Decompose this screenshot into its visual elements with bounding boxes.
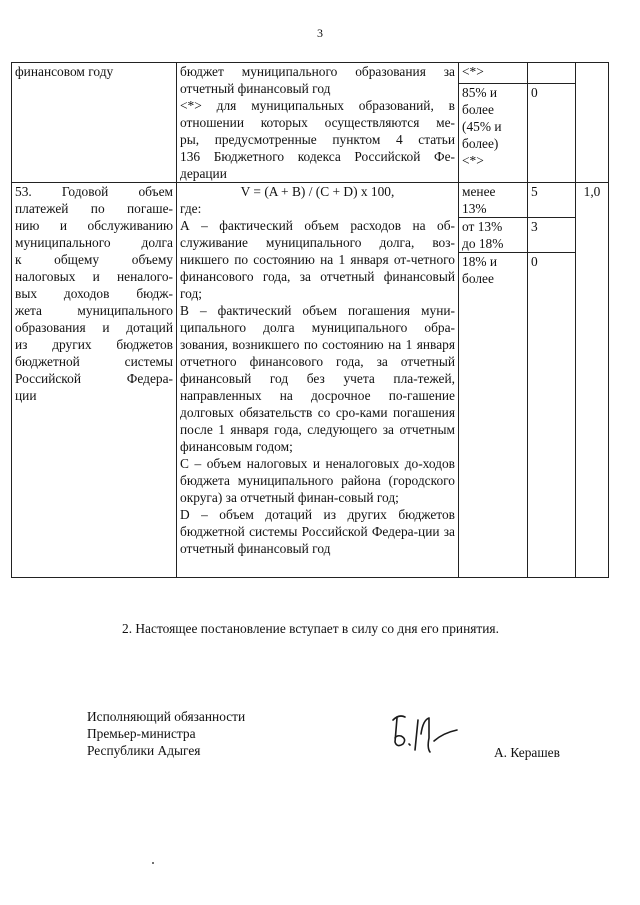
- prev-score-2: [528, 83, 576, 182]
- prev-condition-2-line: более): [462, 135, 499, 151]
- row53-condition-3-line: более: [462, 271, 494, 286]
- row53-condition-2-line: до 18%: [462, 236, 504, 251]
- row53-indicator-line: платежей по погаше-: [15, 201, 173, 216]
- row53-where: где:: [180, 201, 202, 216]
- row53-condition-1-line: 13%: [462, 201, 487, 216]
- prev-condition-1-text: <*>: [462, 64, 484, 79]
- prev-formula-line-7: дерации: [180, 166, 227, 181]
- prev-formula-line-4: отношении которых осуществляются ме-: [180, 115, 455, 130]
- prev-formula-line-2: отчетный финансовый год: [180, 81, 331, 96]
- row53-condition-3: [459, 253, 528, 578]
- handwritten-signature-icon: [385, 708, 485, 764]
- table-row-53: [12, 183, 609, 218]
- prev-condition-1: [459, 63, 528, 84]
- row53-score-3-text: 0: [531, 254, 538, 269]
- signatory-position: [87, 708, 245, 759]
- row53-indicator-line: нию и обслуживанию: [15, 218, 173, 233]
- row53-weight-text: 1,0: [583, 184, 601, 199]
- prev-condition-2-line: (45% и: [462, 118, 502, 134]
- prev-score-2-text: 0: [531, 84, 538, 100]
- signatory-position-line: Премьер-министра: [87, 726, 196, 741]
- prev-indicator-cell: [12, 63, 177, 183]
- row53-condition-2-line: от 13%: [462, 219, 503, 234]
- row53-def-c: С – объем налоговых и неналоговых до-ходов бюджета муниципального района (городского округа) за отчетный финан-совый год;: [180, 456, 455, 505]
- row53-indicator-line: вых доходов бюдж-: [15, 286, 173, 301]
- row53-def-d: D – объем дотаций из других бюджетов бюджетной системы Российской Федера-ции за отчетный финансовый год: [180, 507, 455, 556]
- row53-formula-cell: [177, 183, 459, 578]
- prev-indicator-text: финансовом году: [15, 64, 114, 79]
- signatory-position-line: Республики Адыгея: [87, 743, 201, 758]
- row53-score-1: [528, 183, 576, 218]
- row53-score-2: [528, 218, 576, 253]
- row53-indicator-line: из других бюджетов: [15, 337, 173, 352]
- clause-text: 2. Настоящее постановление вступает в силу со дня его принятия.: [122, 621, 499, 636]
- prev-condition-2-line: <*>: [462, 152, 484, 168]
- row53-score-2-text: 3: [531, 219, 538, 234]
- prev-condition-2-line: более: [462, 101, 494, 117]
- prev-formula-line-5: ры, предусмотренные пунктом 4 статьи: [180, 132, 455, 147]
- row53-indicator-line: бюджетной системы: [15, 354, 173, 369]
- prev-condition-2-line: 85% и: [462, 84, 498, 100]
- row53-indicator-line: ции: [15, 388, 37, 403]
- row53-score-3: [528, 253, 576, 578]
- row53-def-a: А – фактический объем расходов на об-служивание муниципального долга, воз-никшего по состоянию на 1 января от-четного финансового года, за отчетный финансовый год;: [180, 218, 455, 301]
- row53-indicator-line: жета муниципального: [15, 303, 173, 318]
- signatory-name: А. Керашев: [494, 745, 560, 760]
- page-number: 3: [317, 26, 323, 40]
- row53-condition-1-line: менее: [462, 184, 496, 199]
- row53-condition-3-line: 18% и: [462, 254, 498, 269]
- criteria-table: [11, 62, 609, 578]
- row53-score-1-text: 5: [531, 184, 538, 199]
- prev-formula-line-3: <*> для муниципальных образований, в: [180, 98, 455, 113]
- row53-indicator-line: 53. Годовой объем: [15, 184, 173, 199]
- row53-indicator-line: муниципального долга: [15, 235, 173, 250]
- row53-indicator-line: образования и дотаций: [15, 320, 173, 335]
- prev-formula-cell: [177, 63, 459, 183]
- row53-indicator-line: к общему объему: [15, 252, 173, 267]
- prev-score-1: [528, 63, 576, 84]
- scan-speck: [152, 862, 154, 864]
- prev-formula-line-1: бюджет муниципального образования за: [180, 64, 455, 79]
- prev-formula-line-6: 136 Бюджетного кодекса Российской Фе-: [180, 149, 455, 164]
- row53-condition-1: [459, 183, 528, 218]
- row53-indicator-line: налоговых и неналого-: [15, 269, 173, 284]
- row53-indicator-line: Российской Федера-: [15, 371, 173, 386]
- row53-indicator-cell: [12, 183, 177, 578]
- row53-weight-cell: [576, 183, 609, 578]
- prev-weight-cell: [576, 63, 609, 183]
- row53-formula: V = (A + B) / (C + D) x 100,: [240, 184, 395, 199]
- row53-def-b: В – фактический объем погашения муни-ципального долга муниципального обра-зования, возникшего по состоянию на 1 января отчетного финансового года, за отчетный финансовый год без учета пла-тежей, направленных на досрочное по-гашение долговых обязательств со сро-ками погашения после 1 января года, следующего за отчетным финансовым годом;: [180, 303, 455, 454]
- table-row-prev: [12, 63, 609, 84]
- signatory-position-line: Исполняющий обязанности: [87, 709, 246, 724]
- row53-condition-2: [459, 218, 528, 253]
- prev-condition-2: [459, 83, 528, 182]
